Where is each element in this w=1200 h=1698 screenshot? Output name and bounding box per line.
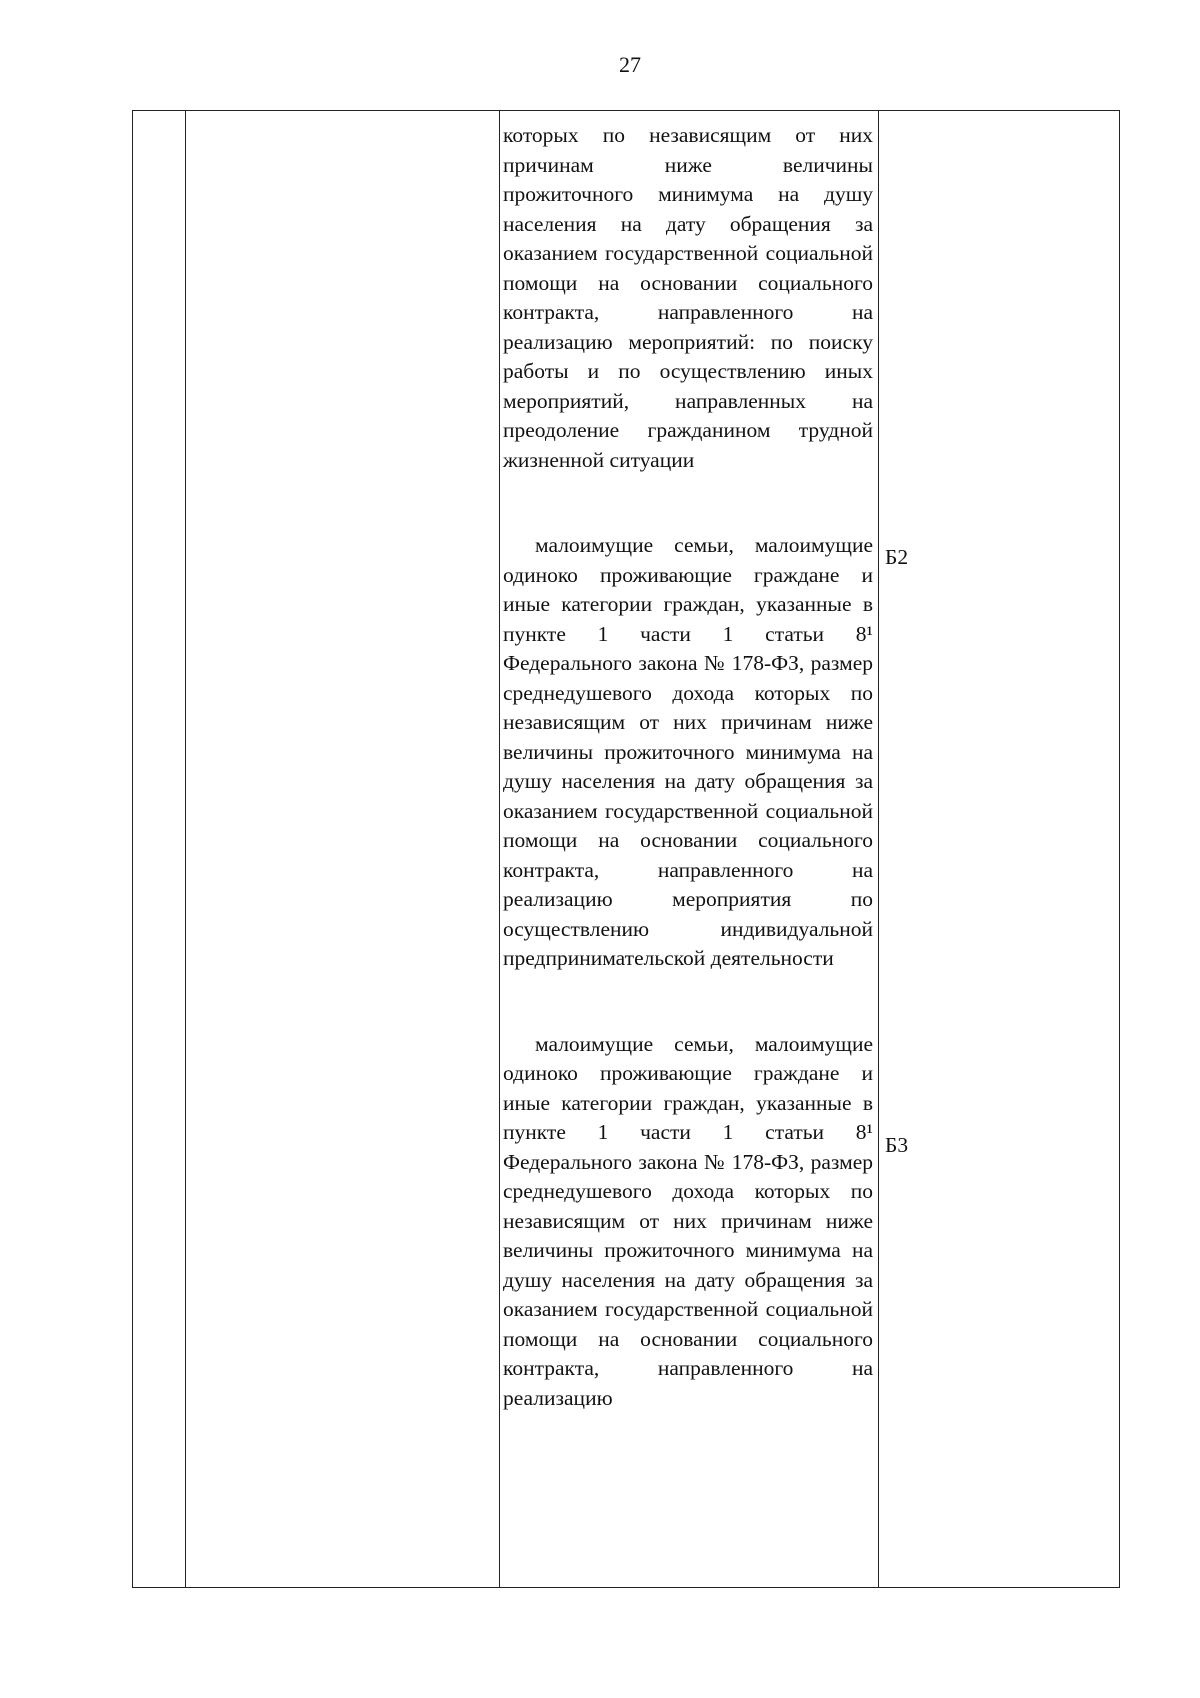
column-divider	[499, 111, 500, 1587]
category-code-b3: Б3	[885, 1133, 909, 1157]
column-divider	[878, 111, 879, 1587]
category-code-b2: Б2	[885, 545, 909, 569]
category-description-column	[503, 121, 873, 1413]
criteria-table	[132, 110, 1120, 1588]
category-entry-b3: малоимущие семьи, малоимущие одиноко проживающие граждане и иные категории граждан, указанные в пункте 1 части 1 статьи 8¹ Федерального закона № 178-ФЗ, размер среднедушевого дохода которых по независящим от них причинам ниже величины прожиточного минимума на душу населения на дату обращения за оказанием государственной социальной помощи на основании социального контракта, направленного на реализацию	[503, 1031, 873, 1410]
category-entry-b2: малоимущие семьи, малоимущие одиноко проживающие граждане и иные категории граждан, указанные в пункте 1 части 1 статьи 8¹ Федерального закона № 178-ФЗ, размер среднедушевого дохода которых по независящим от них причинам ниже величины прожиточного минимума на душу населения на дату обращения за оказанием государственной социальной помощи на основании социального контракта, направленного на реализацию мероприятия по осуществлению индивидуальной предпринимательской деятельности	[503, 533, 873, 970]
category-entry-continued: которых по независящим от них причинам ниже величины прожиточного минимума на душу населения на дату обращения за оказанием государственной социальной помощи на основании социального контракта, направленного на реализацию мероприятий: по поиску работы и по осуществлению иных мероприятий, направленных на преодоление гражданином трудной жизненной ситуации	[503, 123, 873, 472]
column-divider	[185, 111, 186, 1587]
page-number: 27	[619, 52, 641, 77]
